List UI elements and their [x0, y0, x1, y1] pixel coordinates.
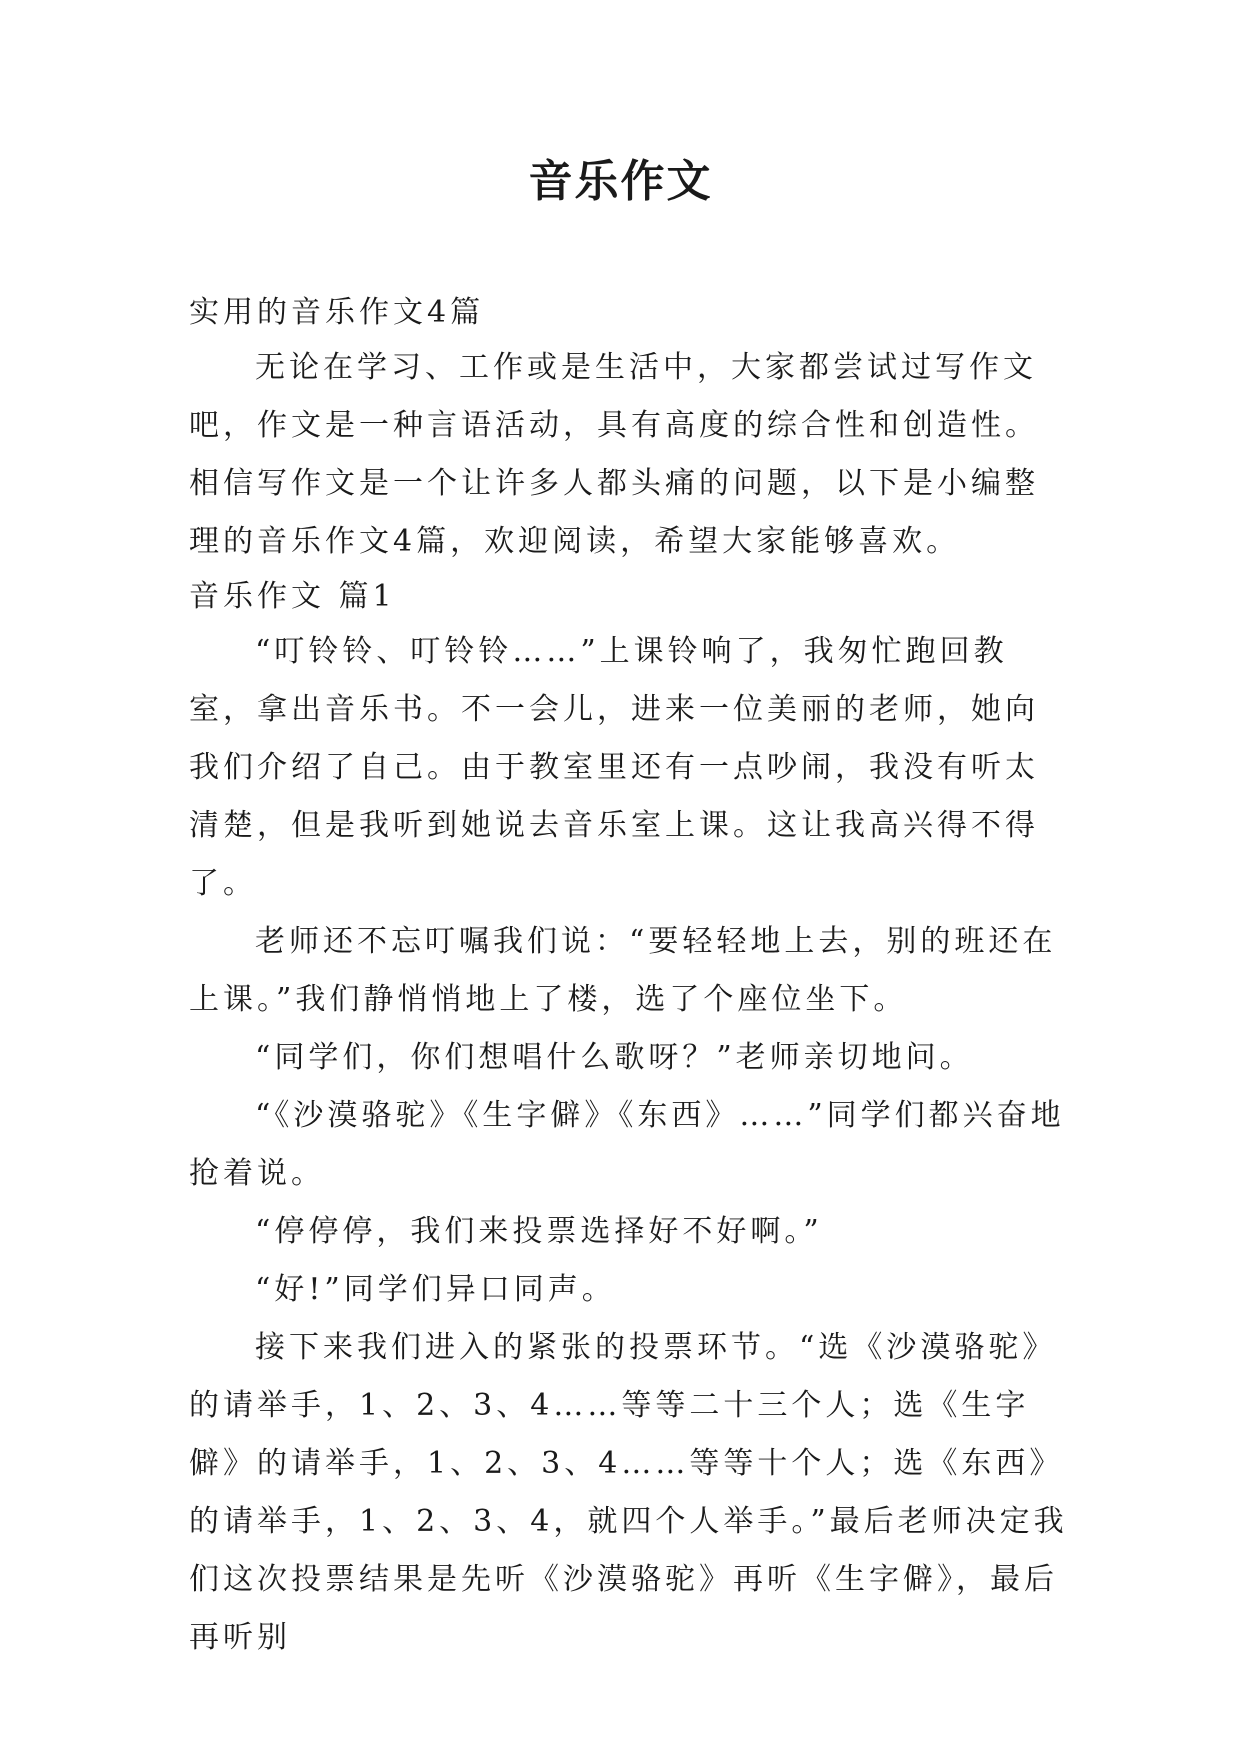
body-paragraph: 老师还不忘叮嘱我们说：“要轻轻地上去，别的班还在上课。”我们静悄悄地上了楼，选了个座位坐下。	[189, 924, 1057, 1017]
body-paragraph: “好!”同学们异口同声。	[255, 1272, 616, 1307]
body-paragraph: “《沙漠骆驼》《生字僻》《东西》……”同学们都兴奋地抢着说。	[189, 1098, 1065, 1191]
body-paragraph: “停停停，我们来投票选择好不好啊。”	[255, 1214, 823, 1249]
document-body	[189, 287, 1069, 1667]
section-heading: 音乐作文 篇1	[189, 579, 396, 614]
body-paragraph: 接下来我们进入的紧张的投票环节。“选《沙漠骆驼》的请举手，1、2、3、4……等等二十三个人；选《生字僻》的请举手，1、2、3、4……等等十个人；选《东西》的请举手，1、2、3、4，就四个人举手。”最后老师决定我们这次投票结果是先听《沙漠骆驼》再听《生字僻》，最后再听别	[189, 1330, 1068, 1655]
document-title: 音乐作文	[528, 156, 713, 207]
intro-paragraph: 无论在学习、工作或是生活中，大家都尝试过写作文吧，作文是一种言语活动，具有高度的综合性和创造性。相信写作文是一个让许多人都头痛的问题，以下是小编整理的音乐作文4篇，欢迎阅读，希望大家能够喜欢。	[189, 350, 1039, 559]
document-subtitle: 实用的音乐作文4篇	[189, 295, 485, 330]
body-paragraph: “叮铃铃、叮铃铃……”上课铃响了，我匆忙跑回教室，拿出音乐书。不一会儿，进来一位美丽的老师，她向我们介绍了自己。由于教室里还有一点吵闹，我没有听太清楚，但是我听到她说去音乐室上课。这让我高兴得不得了。	[189, 634, 1039, 901]
body-paragraph: “同学们，你们想唱什么歌呀？”老师亲切地问。	[255, 1040, 974, 1075]
